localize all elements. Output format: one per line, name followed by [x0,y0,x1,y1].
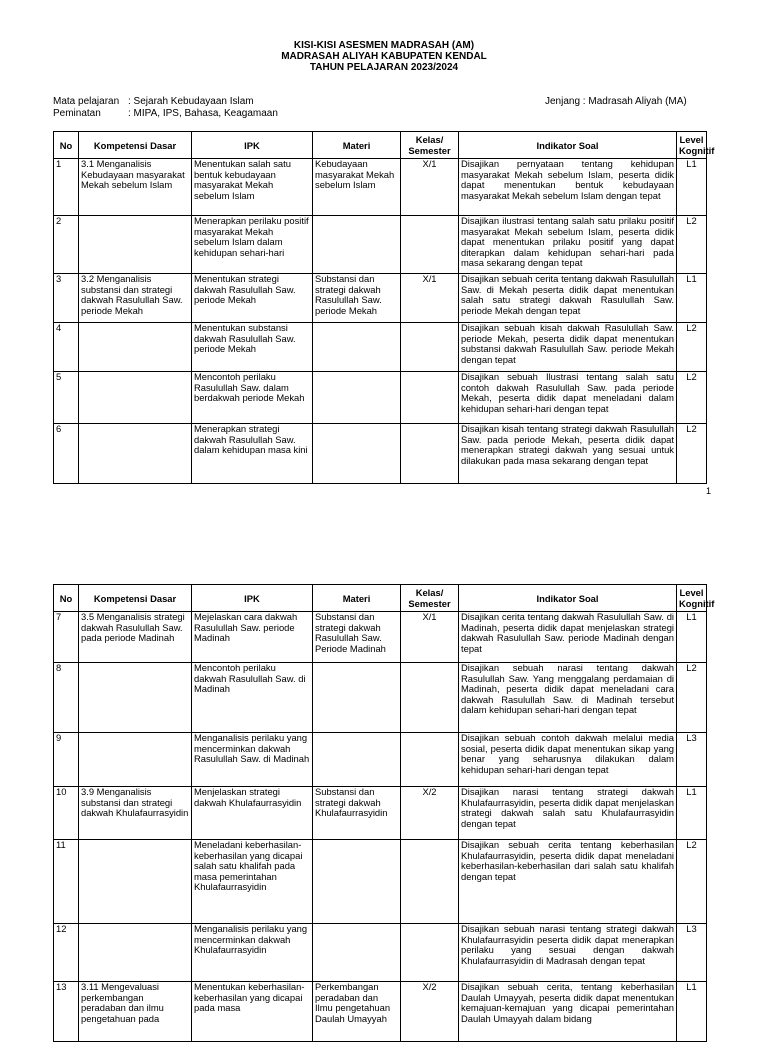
cell-kelas [401,733,459,787]
cell-ipk: Menentukan keberhasilan-keberhasilan yang dicapai pada masa [192,982,313,1042]
table-row [54,424,707,484]
col-header-materi: Materi [313,132,401,159]
cell-indikator: Disajikan pernyataan tentang kehidupan masyarakat Mekah sebelum Islam, peserta didik dapat menentukan bentuk kebudayaan masyarakat Mekah sebelum Islam dengan tepat [459,159,677,216]
cell-kompetensi: 3.2 Menganalisis substansi dan strategi dakwah Rasulullah Saw. periode Mekah [79,274,192,323]
cell-kelas: X/1 [401,274,459,323]
cell-level: L2 [677,216,707,274]
cell-ipk: Mencontoh perilaku Rasulullah Saw. dalam berdakwah periode Mekah [192,372,313,424]
cell-materi: Perkembangan peradaban dan Ilmu pengetahuan Daulah Umayyah [313,982,401,1042]
cell-ipk: Menerapkan perilaku positif masyarakat Mekah sebelum Islam dalam kehidupan sehari-hari [192,216,313,274]
table-row [54,159,707,216]
cell-materi [313,840,401,924]
cell-materi: Substansi dan strategi dakwah Rasulullah Saw. periode Mekah [313,274,401,323]
cell-ipk: Menganalisis perilaku yang mencerminkan dakwah Rasulullah Saw. di Madinah [192,733,313,787]
cell-materi [313,424,401,484]
program-value: : MIPA, IPS, Bahasa, Keagamaan [128,108,278,119]
cell-materi [313,372,401,424]
cell-no: 8 [54,663,79,733]
table-row [54,216,707,274]
col-header-no: No [54,585,79,612]
cell-level: L1 [677,159,707,216]
table-row [54,274,707,323]
cell-indikator: Disajikan sebuah contoh dakwah melalui media sosial, peserta didik dapat menentukan sikap yang benar yang seharusnya dilakukan dalam kehidupan sehari-hari dengan tepat [459,733,677,787]
cell-level: L3 [677,733,707,787]
col-header-ipk: IPK [192,585,313,612]
cell-kompetensi: 3.9 Menganalisis substansi dan strategi dakwah Khulafaurrasyidin [79,787,192,840]
cell-kompetensi [79,216,192,274]
cell-ipk: Meneladani keberhasilan-keberhasilan yang dicapai salah satu khalifah pada masa pemerintahan Khulafaurrasyidin [192,840,313,924]
cell-materi: Kebudayaan masyarakat Mekah sebelum Islam [313,159,401,216]
table-row [54,982,707,1042]
table-row [54,323,707,372]
cell-materi [313,323,401,372]
cell-materi [313,663,401,733]
cell-ipk: Menentukan strategi dakwah Rasulullah Saw. periode Mekah [192,274,313,323]
program-label: Peminatan [53,108,101,119]
cell-kelas: X/2 [401,787,459,840]
col-header-materi: Materi [313,585,401,612]
cell-ipk: Menjelaskan strategi dakwah Khulafaurrasyidin [192,787,313,840]
cell-kompetensi: 3.5 Menganalisis strategi dakwah Rasulullah Saw. pada periode Madinah [79,612,192,663]
cell-kompetensi [79,372,192,424]
cell-ipk: Menentukan salah satu bentuk kebudayaan masyarakat Mekah sebelum Islam [192,159,313,216]
cell-materi [313,216,401,274]
cell-indikator: Disajikan sebuah kisah dakwah Rasulullah Saw. periode Mekah, peserta didik dapat menentukan substansi dakwah Rasulullah Saw. periode Mekah dengan tepat [459,323,677,372]
cell-kompetensi [79,924,192,982]
cell-level: L2 [677,663,707,733]
cell-kelas [401,372,459,424]
cell-indikator: Disajikan sebuah narasi tentang strategi dakwah Khulafaurrasyidin peserta didik dapat menerapkan perilaku yang sesuai dengan dakwah Khulafaurrasyidin di Madrasah dengan tepat [459,924,677,982]
cell-kelas: X/2 [401,982,459,1042]
table-row [54,663,707,733]
cell-materi: Substansi dan strategi dakwah Rasulullah Saw. Periode Madinah [313,612,401,663]
table-row [54,612,707,663]
cell-indikator: Disajikan sebuah cerita tentang dakwah Rasulullah Saw. di Mekah peserta didik dapat menentukan salah satu strategi dakwah Rasulullah Saw. periode Mekah dengan tepat [459,274,677,323]
cell-ipk: Menentukan substansi dakwah Rasulullah Saw. periode Mekah [192,323,313,372]
col-header-ipk: IPK [192,132,313,159]
table-row [54,733,707,787]
assessment-table-1 [53,131,715,484]
col-header-kompetensi: Kompetensi Dasar [79,132,192,159]
cell-kompetensi [79,840,192,924]
document-title: KISI-KISI ASESMEN MADRASAH (AM) [293,40,475,51]
cell-level: L2 [677,424,707,484]
cell-level: L1 [677,787,707,840]
page-number: 1 [706,486,712,496]
cell-level: L1 [677,612,707,663]
subject-value: : Sejarah Kebudayaan Islam [128,96,254,107]
cell-kompetensi: 3.1 Menganalisis Kebudayaan masyarakat Mekah sebelum Islam [79,159,192,216]
cell-materi [313,924,401,982]
cell-kelas [401,924,459,982]
level-info: Jenjang : Madrasah Aliyah (MA) [545,96,687,107]
cell-indikator: Disajikan sebuah narasi tentang dakwah Rasulullah Saw. Yang menggalang perdamaian di Madinah, peserta didik dapat meneladani cara dakwah Rasulullah Saw. di Madinah tersebut dalam kehidupan sehari-hari dengan tepat [459,663,677,733]
cell-kelas [401,424,459,484]
cell-kelas [401,216,459,274]
table-row [54,372,707,424]
cell-level: L3 [677,924,707,982]
table-row [54,924,707,982]
cell-level: L1 [677,274,707,323]
cell-ipk: Mejelaskan cara dakwah Rasulullah Saw. periode Madinah [192,612,313,663]
cell-no: 9 [54,733,79,787]
cell-level: L2 [677,372,707,424]
col-header-kompetensi: Kompetensi Dasar [79,585,192,612]
cell-kompetensi [79,733,192,787]
cell-kompetensi [79,663,192,733]
cell-no: 1 [54,159,79,216]
cell-kelas: X/1 [401,612,459,663]
cell-no: 2 [54,216,79,274]
cell-indikator: Disajikan sebuah cerita, tentang keberhasilan Daulah Umayyah, peserta didik dapat menentukan kemajuan-kemajuan yang dicapai pemerintahan Daulah Umayyah dalam bidang [459,982,677,1042]
cell-indikator: Disajikan narasi tentang strategi dakwah Khulafaurrasyidin, peserta didik dapat menjelaskan strategi dakwah salah satu Khulafaurrasyidin dengan tepat [459,787,677,840]
cell-no: 4 [54,323,79,372]
cell-level: L2 [677,840,707,924]
cell-kelas: X/1 [401,159,459,216]
page-1 [0,0,768,497]
table-header-row [54,585,707,612]
col-header-level: Level Kognitif [677,585,707,612]
table-header-row [54,132,707,159]
cell-kelas [401,663,459,733]
col-header-no: No [54,132,79,159]
cell-indikator: Disajikan ilustrasi tentang salah satu prilaku positif masyarakat Mekah sebelum Islam, peserta didik dapat menentukan prilaku positif yang dapat diterapkan dalam kehidupan sehari-hari pada masa sekarang dengan tepat [459,216,677,274]
col-header-level: Level Kognitif [677,132,707,159]
cell-ipk: Menerapkan strategi dakwah Rasulullah Saw. dalam kehidupan masa kini [192,424,313,484]
table-row [54,840,707,924]
cell-indikator: Disajikan sebuah cerita tentang keberhasilan Khulafaurrasyidin, peserta didik dapat meneladani keberhasilan-keberhasilan dari salah satu khalifah dengan tepat [459,840,677,924]
cell-no: 10 [54,787,79,840]
cell-indikator: Disajikan cerita tentang dakwah Rasulullah Saw. di Madinah, peserta didik dapat menjelaskan strategi dakwah Rasulullah Saw. periode Madinah dengan tepat [459,612,677,663]
cell-kelas [401,323,459,372]
assessment-table-2 [53,584,715,1042]
cell-materi [313,733,401,787]
col-header-kelas: Kelas/ Semester [401,585,459,612]
cell-kompetensi [79,424,192,484]
cell-no: 13 [54,982,79,1042]
cell-materi: Substansi dan strategi dakwah Khulafaurrasyidin [313,787,401,840]
table-row [54,787,707,840]
cell-no: 11 [54,840,79,924]
cell-indikator: Disajikan sebuah Ilustrasi tentang salah satu contoh dakwah Rasulullah Saw. pada periode Mekah, peserta didik dapat meneladani dalam kehidupan sehari-hari dengan tepat [459,372,677,424]
cell-no: 3 [54,274,79,323]
col-header-indikator: Indikator Soal [459,585,677,612]
cell-level: L1 [677,982,707,1042]
cell-no: 12 [54,924,79,982]
cell-ipk: Menganalisis perilaku yang mencerminkan dakwah Khulafaurrasyidin [192,924,313,982]
document-subtitle-institution: MADRASAH ALIYAH KABUPATEN KENDAL [281,51,487,62]
cell-kelas [401,840,459,924]
cell-ipk: Mencontoh perilaku dakwah Rasulullah Saw. di Madinah [192,663,313,733]
page-separator [0,497,768,577]
col-header-kelas: Kelas/ Semester [401,132,459,159]
cell-kompetensi [79,323,192,372]
cell-no: 7 [54,612,79,663]
cell-no: 5 [54,372,79,424]
cell-no: 6 [54,424,79,484]
subject-label: Mata pelajaran [53,96,120,107]
cell-level: L2 [677,323,707,372]
page-2 [0,577,768,1024]
col-header-indikator: Indikator Soal [459,132,677,159]
cell-kompetensi: 3.11 Mengevaluasi perkembangan peradaban dan ilmu pengetahuan pada [79,982,192,1042]
document-subtitle-year: TAHUN PELAJARAN 2023/2024 [309,62,459,73]
cell-indikator: Disajikan kisah tentang strategi dakwah Rasulullah Saw. pada periode Mekah, peserta didik dapat menerapkan strategi dakwah yang sesuai untuk dilakukan pada masa sekarang dengan tepat [459,424,677,484]
